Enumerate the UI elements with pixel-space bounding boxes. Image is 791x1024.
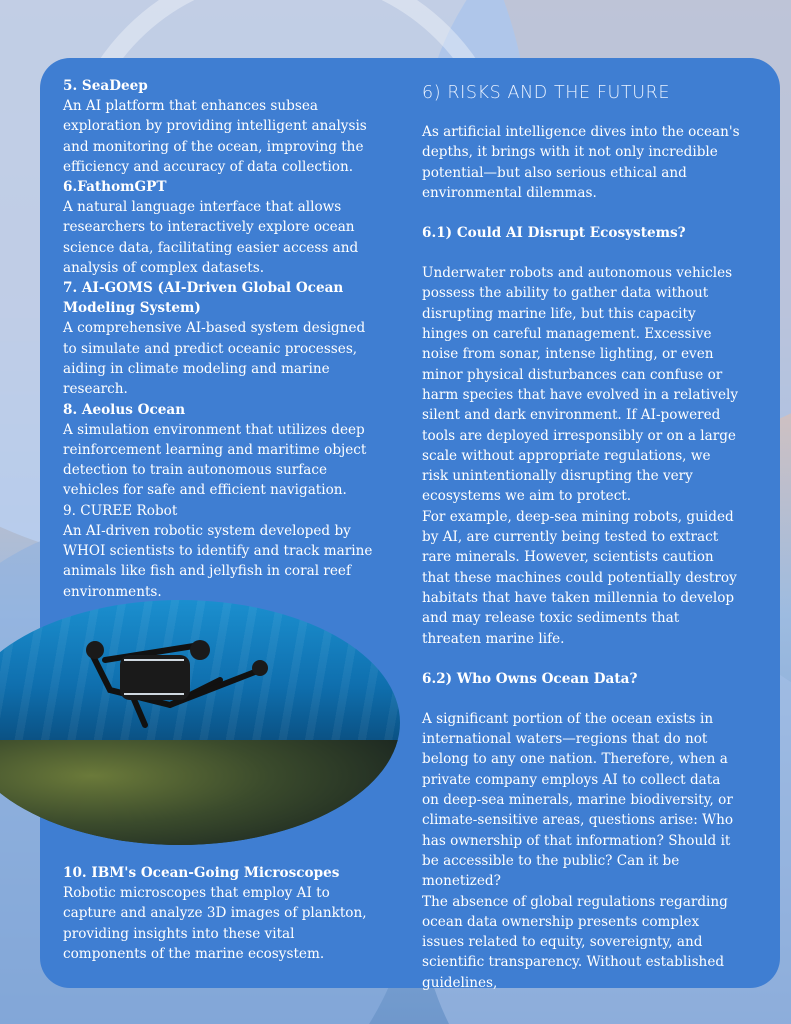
paragraph: A significant portion of the ocean exists in international waters—regions that do not belong to any one nation. Therefore, when a private company employs AI to collect data on deep-sea minerals, marine biodiversity, or climate-sensitive areas, questions arise: Who has ownership of that information? Should it be accessible to the public? Can it be monetized? bbox=[422, 710, 734, 890]
entry-body: A natural language interface that allows researchers to interactively explore ocean science data, facilitating easier access and analysis of complex datasets. bbox=[63, 199, 359, 277]
coral-reef bbox=[0, 740, 400, 845]
entry-title: 6.FathomGPT bbox=[63, 179, 167, 196]
entry-body: Robotic microscopes that employ AI to capture and analyze 3D images of plankton, providing insights into these vital components of the marine ecosystem. bbox=[63, 885, 367, 962]
subheading-ocean-data: 6.2) Who Owns Ocean Data? bbox=[422, 670, 638, 687]
list-item bbox=[63, 501, 381, 602]
entry-title: 5. SeaDeep bbox=[63, 78, 148, 94]
list-item bbox=[63, 177, 381, 278]
risks-section bbox=[422, 80, 740, 993]
list-item bbox=[63, 278, 381, 399]
subheading-disrupt-ecosystems: 6.1) Could AI Disrupt Ecosystems? bbox=[422, 225, 686, 242]
entry-body: A comprehensive AI-based system designed to simulate and predict oceanic processes, aiding in climate modeling and marine research. bbox=[63, 320, 366, 398]
bottom-entry bbox=[63, 863, 381, 964]
entry-title: 7. AI-GOMS (AI-Driven Global Ocean Modeling System) bbox=[63, 280, 344, 317]
paragraph: For example, deep-sea mining robots, guided by AI, are currently being tested to extract rare minerals. However, scientists caution that these machines could potentially destroy habitats that have taken millennia to develop and may release toxic sediments that threaten marine life. bbox=[422, 508, 737, 647]
entry-title: 9. CUREE Robot bbox=[63, 502, 178, 519]
list-item bbox=[63, 400, 381, 501]
underwater-robot-photo bbox=[0, 600, 400, 845]
paragraph: The absence of global regulations regarding ocean data ownership presents complex issues related to equity, sovereignty, and scientific transparency. Without established guidelines, bbox=[422, 893, 728, 991]
list-item bbox=[63, 76, 381, 177]
entry-body: A simulation environment that utilizes deep reinforcement learning and maritime object detection to train autonomous surface vehicles for safe and efficient navigation. bbox=[63, 421, 367, 499]
entry-body: An AI platform that enhances subsea exploration by providing intelligent analysis and monitoring of the ocean, improving the efficiency and accuracy of data collection. bbox=[63, 98, 367, 175]
entry-body: An AI-driven robotic system developed by WHOI scientists to identify and track marine animals like fish and jellyfish in coral reef environments. bbox=[63, 522, 373, 600]
robot-icon bbox=[50, 620, 290, 740]
section-heading: 6) RISKS AND THE FUTURE bbox=[422, 83, 671, 103]
paragraph: Underwater robots and autonomous vehicles possess the ability to gather data without disrupting marine life, but this capacity hinges on careful management. Excessive noise from sonar, intense lighting, or even minor physical disturbances can confuse or harm species that have evolved in a relatively silent and dark environment. If AI-powered tools are deployed irresponsibly or on a large scale without appropriate regulations, we risk unintentionally disrupting the very ecosystems we aim to protect. bbox=[422, 265, 739, 505]
entry-title: 8. Aeolus Ocean bbox=[63, 401, 186, 418]
tools-list bbox=[63, 76, 381, 602]
intro-paragraph: As artificial intelligence dives into the ocean's depths, it brings with it not only incredible potential—but also serious ethical and environmental dilemmas. bbox=[422, 124, 740, 201]
entry-title: 10. IBM's Ocean-Going Microscopes bbox=[63, 865, 340, 881]
